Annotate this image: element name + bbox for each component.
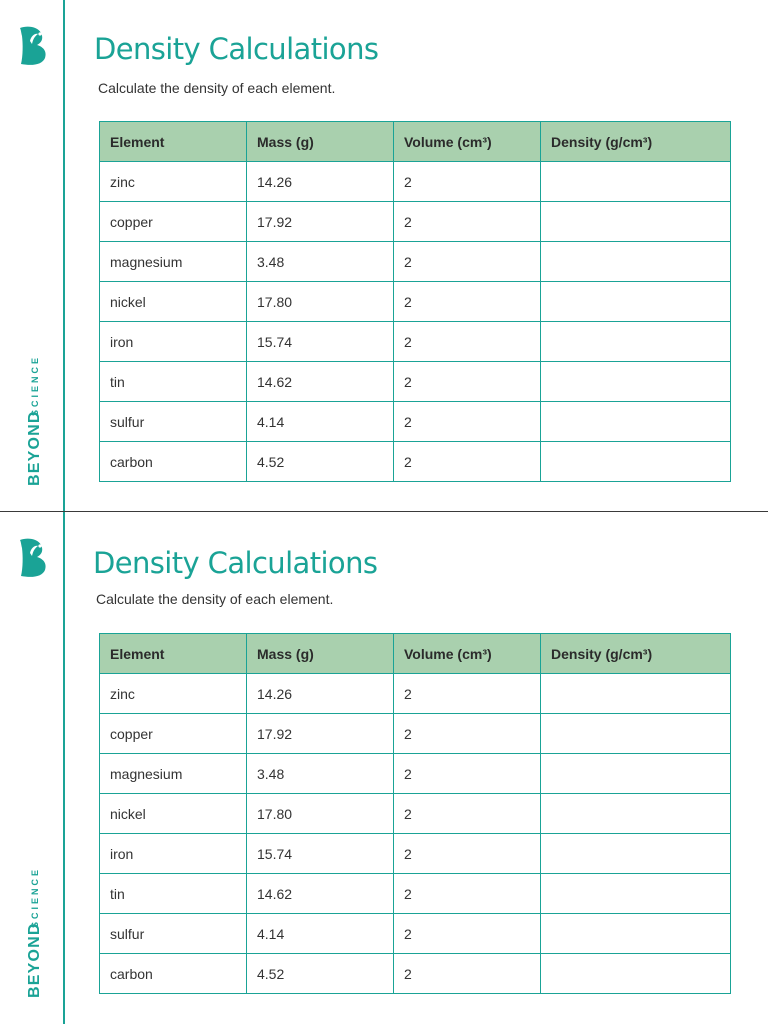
table-row	[100, 874, 731, 914]
brand-name: BEYOND	[26, 410, 43, 486]
cell-mass: 15.74	[247, 834, 394, 874]
brand-wordmark	[22, 332, 46, 488]
cell-density[interactable]	[541, 402, 731, 442]
table-row	[100, 242, 731, 282]
table-row	[100, 834, 731, 874]
table-row	[100, 282, 731, 322]
table-row	[100, 914, 731, 954]
cell-density[interactable]	[541, 794, 731, 834]
page-title: Density Calculations	[93, 546, 378, 580]
instructions: Calculate the density of each element.	[98, 80, 336, 96]
cell-density[interactable]	[541, 874, 731, 914]
cell-volume: 2	[394, 794, 541, 834]
table-row	[100, 794, 731, 834]
cell-volume: 2	[394, 754, 541, 794]
cell-mass: 17.92	[247, 202, 394, 242]
header-mass: Mass (g)	[247, 122, 394, 162]
header-element: Element	[100, 634, 247, 674]
cell-element: iron	[100, 322, 247, 362]
header-mass: Mass (g)	[247, 634, 394, 674]
cell-density[interactable]	[541, 674, 731, 714]
cell-mass: 3.48	[247, 242, 394, 282]
cell-mass: 14.26	[247, 162, 394, 202]
table-row	[100, 674, 731, 714]
cell-volume: 2	[394, 322, 541, 362]
density-table	[99, 633, 731, 994]
table-header-row	[100, 634, 731, 674]
margin-rule	[63, 0, 65, 512]
cell-element: nickel	[100, 282, 247, 322]
cell-density[interactable]	[541, 754, 731, 794]
table-row	[100, 714, 731, 754]
beyond-logo-icon	[14, 536, 52, 578]
cell-volume: 2	[394, 202, 541, 242]
cell-element: tin	[100, 874, 247, 914]
header-density: Density (g/cm³)	[541, 122, 731, 162]
margin-rule	[63, 512, 65, 1024]
cell-density[interactable]	[541, 954, 731, 994]
cell-volume: 2	[394, 714, 541, 754]
table-row	[100, 954, 731, 994]
cell-mass: 14.62	[247, 362, 394, 402]
worksheet-bottom	[0, 512, 768, 1024]
cell-density[interactable]	[541, 242, 731, 282]
cell-element: magnesium	[100, 242, 247, 282]
cell-element: copper	[100, 202, 247, 242]
table-header-row	[100, 122, 731, 162]
cell-density[interactable]	[541, 202, 731, 242]
cell-density[interactable]	[541, 322, 731, 362]
table-row	[100, 202, 731, 242]
cell-element: tin	[100, 362, 247, 402]
beyond-logo-icon	[14, 24, 52, 66]
cell-mass: 17.80	[247, 282, 394, 322]
cell-mass: 14.62	[247, 874, 394, 914]
cell-volume: 2	[394, 282, 541, 322]
header-element: Element	[100, 122, 247, 162]
density-table	[99, 121, 731, 482]
brand-tagline: SCIENCE	[30, 866, 40, 928]
cell-density[interactable]	[541, 362, 731, 402]
header-volume: Volume (cm³)	[394, 122, 541, 162]
cell-element: zinc	[100, 674, 247, 714]
cell-mass: 17.80	[247, 794, 394, 834]
cell-mass: 4.14	[247, 914, 394, 954]
cell-volume: 2	[394, 954, 541, 994]
table-row	[100, 754, 731, 794]
cell-volume: 2	[394, 874, 541, 914]
cell-mass: 17.92	[247, 714, 394, 754]
table-row	[100, 362, 731, 402]
header-density: Density (g/cm³)	[541, 634, 731, 674]
cell-mass: 3.48	[247, 754, 394, 794]
brand-tagline: SCIENCE	[30, 354, 40, 416]
brand-name: BEYOND	[26, 922, 43, 998]
brand-wordmark	[22, 844, 46, 1000]
cell-volume: 2	[394, 162, 541, 202]
cell-volume: 2	[394, 402, 541, 442]
cell-element: nickel	[100, 794, 247, 834]
table-row	[100, 162, 731, 202]
cell-mass: 14.26	[247, 674, 394, 714]
instructions: Calculate the density of each element.	[96, 591, 334, 607]
cell-element: sulfur	[100, 402, 247, 442]
page-title: Density Calculations	[94, 32, 379, 66]
cell-mass: 15.74	[247, 322, 394, 362]
cell-mass: 4.52	[247, 954, 394, 994]
cell-volume: 2	[394, 442, 541, 482]
cell-density[interactable]	[541, 282, 731, 322]
table-row	[100, 442, 731, 482]
cell-element: carbon	[100, 442, 247, 482]
cell-volume: 2	[394, 362, 541, 402]
cell-mass: 4.52	[247, 442, 394, 482]
cell-element: magnesium	[100, 754, 247, 794]
cell-element: carbon	[100, 954, 247, 994]
table-row	[100, 402, 731, 442]
cell-density[interactable]	[541, 834, 731, 874]
cell-element: copper	[100, 714, 247, 754]
cell-volume: 2	[394, 674, 541, 714]
cell-mass: 4.14	[247, 402, 394, 442]
cell-element: iron	[100, 834, 247, 874]
cell-volume: 2	[394, 914, 541, 954]
cell-density[interactable]	[541, 442, 731, 482]
cell-volume: 2	[394, 834, 541, 874]
cell-element: sulfur	[100, 914, 247, 954]
cell-density[interactable]	[541, 162, 731, 202]
cell-density[interactable]	[541, 914, 731, 954]
header-volume: Volume (cm³)	[394, 634, 541, 674]
cell-volume: 2	[394, 242, 541, 282]
table-row	[100, 322, 731, 362]
cell-element: zinc	[100, 162, 247, 202]
cell-density[interactable]	[541, 714, 731, 754]
